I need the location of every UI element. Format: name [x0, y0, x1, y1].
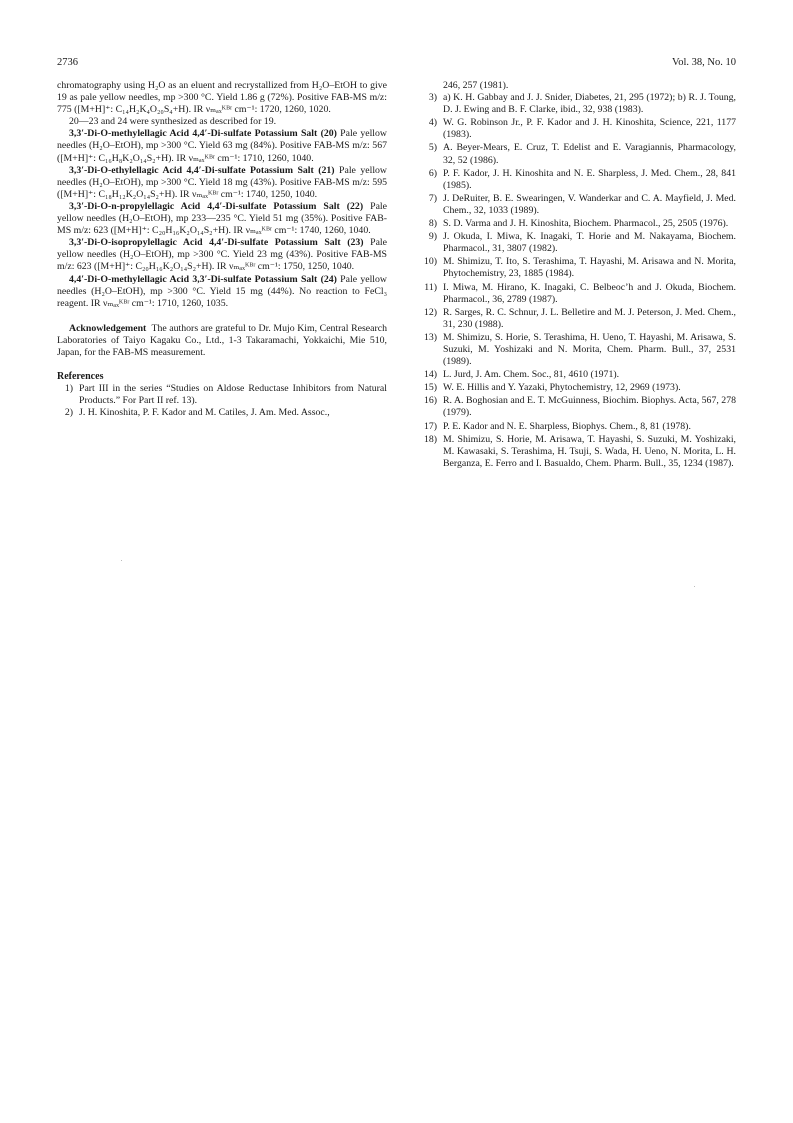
page-header [57, 57, 736, 71]
reference-number: 13) [423, 331, 437, 343]
compound-entry-24 [57, 274, 387, 310]
reference-number: 10) [423, 256, 437, 268]
reference-text: M. Shimizu, T. Ito, S. Terashima, T. Hayashi, M. Arisawa and N. Morita, Phytochemistry, 23, 1885 (1984). [443, 256, 736, 280]
reference-number: 17) [423, 420, 437, 432]
reference-number: 5) [428, 142, 437, 154]
reference-text: L. Jurd, J. Am. Chem. Soc., 81, 4610 (1971). [443, 369, 620, 381]
reference-number: 4) [428, 117, 437, 129]
reference-number: 3) [428, 92, 437, 104]
reference-item [421, 231, 736, 255]
reference-item [421, 193, 736, 217]
reference-number: 1) [64, 383, 73, 395]
reference-text: M. Shimizu, S. Horie, S. Terashima, H. Ueno, T. Hayashi, M. Arisawa, S. Suzuki, M. Yoshizaki and N. Morita, Chem. Pharm. Bull., 37, 2531 (1989). [443, 331, 736, 368]
reference-item [421, 382, 736, 394]
reference-text: I. Miwa, M. Hirano, K. Inagaki, C. Belbeoc’h and J. Okuda, Biochem. Pharmacol., 36, 2789 (1987). [443, 281, 736, 305]
reference-item [421, 421, 736, 433]
reference-text: J. Okuda, I. Miwa, K. Inagaki, T. Horie and M. Nakayama, Biochem. Pharmacol., 31, 3807 (1982). [443, 231, 736, 255]
synthesis-note: 20—23 and 24 were synthesized as described for 19. [69, 116, 277, 128]
right-column [421, 80, 736, 470]
compound-name: 3,3′-Di-O-methylellagic Acid 4,4′-Di-sulfate Potassium Salt (20) [69, 128, 337, 140]
left-column [57, 80, 387, 419]
compound-entry-20 [57, 128, 387, 164]
reference-text: Part III in the series “Studies on Aldose Reductase Inhibitors from Natural Products.” For Part II ref. 13). [79, 383, 387, 407]
reference-text: R. Sarges, R. C. Schnur, J. L. Belletire and M. J. Peterson, J. Med. Chem., 31, 230 (1988). [443, 306, 736, 330]
reference-item [421, 369, 736, 381]
reference-number: 9) [428, 231, 437, 243]
reference-item [421, 434, 736, 470]
reference-item [421, 218, 736, 230]
reference-text: J. DeRuiter, B. E. Swearingen, V. Wanderkar and C. A. Mayfield, J. Med. Chem., 32, 1033 (1989). [443, 192, 736, 216]
compound-name: 3,3′-Di-O-n-propylellagic Acid 4,4′-Di-sulfate Potassium Salt (22) [69, 200, 364, 212]
reference-item [421, 307, 736, 331]
reference-continuation: 246, 257 (1981). [443, 80, 509, 91]
experimental-intro-paragraph: chromatography using H₂O as an eluent and recrystallized from H₂O–EtOH to give 19 as pale yellow needles, mp >300 °C. Yield 1.86 g (72%). Positive FAB-MS m/z: 775 ([M+H]⁺: C₁₄H₂K₄O₂₀S₄+H). IR νₘₐₓᴷᴮʳ cm⁻¹: 1720, 1260, 1020. [57, 80, 387, 116]
reference-item [421, 142, 736, 166]
reference-number: 6) [428, 167, 437, 179]
reference-number: 12) [423, 306, 437, 318]
reference-item [421, 117, 736, 141]
reference-item [421, 282, 736, 306]
compound-name: 3,3′-Di-O-ethylellagic Acid 4,4′-Di-sulfate Potassium Salt (21) [69, 164, 335, 176]
scan-speck [121, 560, 122, 561]
reference-item [57, 407, 387, 419]
reference-number: 15) [423, 382, 437, 394]
reference-text: R. A. Boghosian and E. T. McGuinness, Biochim. Biophys. Acta, 567, 278 (1979). [443, 395, 736, 419]
scan-speck [694, 586, 695, 587]
reference-item [421, 332, 736, 368]
reference-number: 7) [428, 192, 437, 204]
acknowledgement [57, 323, 387, 359]
reference-number: 2) [64, 407, 73, 419]
reference-item [421, 168, 736, 192]
reference-number: 11) [424, 281, 437, 293]
compound-name: 4,4′-Di-O-methylellagic Acid 3,3′-Di-sulfate Potassium Salt (24) [69, 273, 337, 285]
reference-item [421, 395, 736, 419]
reference-text: J. H. Kinoshita, P. F. Kador and M. Catiles, J. Am. Med. Assoc., [79, 407, 330, 419]
compound-entry-21 [57, 165, 387, 201]
reference-text: S. D. Varma and J. H. Kinoshita, Biochem. Pharmacol., 25, 2505 (1976). [443, 218, 729, 230]
compound-data: Pale yellow needles (H₂O–EtOH), mp >300 °C. Yield 23 mg (43%). Positive FAB-MS m/z: 623 ([M+H]⁺: C₂₀H₁₆K₂O₁₄S₂+H). IR νₘₐₓᴷᴮʳ cm⁻¹: 1750, 1250, 1040. [57, 237, 387, 273]
compound-data: Pale yellow needles (H₂O–EtOH), mp 233—235 °C. Yield 51 mg (35%). Positive FAB-MS m/z: 623 ([M+H]⁺: C₂₀H₁₆K₂O₁₄S₂+H). IR νₘₐₓᴷᴮʳ cm⁻¹: 1740, 1260, 1040. [57, 200, 387, 237]
journal-volume-issue: Vol. 38, No. 10 [672, 57, 736, 68]
reference-number: 8) [428, 218, 437, 230]
compound-entry-22 [57, 201, 387, 237]
reference-number: 18) [423, 433, 437, 445]
references-heading: References [57, 371, 104, 383]
page-number: 2736 [57, 57, 78, 68]
reference-text: a) K. H. Gabbay and J. J. Snider, Diabetes, 21, 295 (1972); b) R. J. Toung, D. J. Ewing and B. F. Clarke, ibid., 32, 938 (1983). [443, 92, 736, 116]
compound-data: Pale yellow needles (H₂O–EtOH), mp >300 °C. Yield 15 mg (44%). No reaction to FeCl₃ reagent. IR νₘₐₓᴷᴮʳ cm⁻¹: 1710, 1260, 1035. [57, 273, 387, 309]
reference-text: P. F. Kador, J. H. Kinoshita and N. E. Sharpless, J. Med. Chem., 28, 841 (1985). [443, 167, 736, 191]
reference-text: P. E. Kador and N. E. Sharpless, Biophys. Chem., 8, 81 (1978). [443, 420, 691, 432]
reference-item [421, 92, 736, 116]
reference-text: W. G. Robinson Jr., P. F. Kador and J. H. Kinoshita, Science, 221, 1177 (1983). [443, 117, 736, 141]
reference-item [421, 256, 736, 280]
reference-number: 16) [423, 395, 437, 407]
acknowledgement-label: Acknowledgement [69, 322, 147, 334]
reference-text: A. Beyer-Mears, E. Cruz, T. Edelist and E. Varagiannis, Pharmacology, 32, 52 (1986). [443, 142, 736, 166]
acknowledgement-text: The authors are grateful to Dr. Mujo Kim, Central Research Laboratories of Taiyo Kagaku Co., Ltd., 1-3 Takaramachi, Yokkaichi, Mie 510, Japan, for the FAB-MS measurement. [57, 322, 387, 358]
reference-text: W. E. Hillis and Y. Yazaki, Phytochemistry, 12, 2969 (1973). [443, 382, 681, 394]
compound-data: Pale yellow needles (H₂O–EtOH), mp >300 °C. Yield 18 mg (43%). Positive FAB-MS m/z: 595 ([M+H]⁺: C₁₈H₁₂K₂O₁₄S₂+H). IR νₘₐₓᴷᴮʳ cm⁻¹: 1740, 1250, 1040. [57, 164, 388, 200]
reference-text: M. Shimizu, S. Horie, M. Arisawa, T. Hayashi, S. Suzuki, M. Yoshizaki, M. Kawasaki, S. Terashima, H. Tsuji, S. Wada, H. Ueno, N. Morita, L. H. Berganza, E. Ferro and I. Basualdo, Chem. Pharm. Bull., 35, 1234 (1987). [443, 433, 736, 469]
compound-data: Pale yellow needles (H₂O–EtOH), mp >300 °C. Yield 63 mg (84%). Positive FAB-MS m/z: 567 ([M+H]⁺: C₁₆H₈K₂O₁₄S₂+H). IR νₘₐₓᴷᴮʳ cm⁻¹: 1710, 1260, 1040. [57, 128, 387, 164]
reference-number: 14) [423, 369, 437, 381]
reference-item [57, 383, 387, 407]
compound-entry-23 [57, 237, 387, 273]
compound-name: 3,3′-Di-O-isopropylellagic Acid 4,4′-Di-sulfate Potassium Salt (23) [69, 237, 364, 249]
